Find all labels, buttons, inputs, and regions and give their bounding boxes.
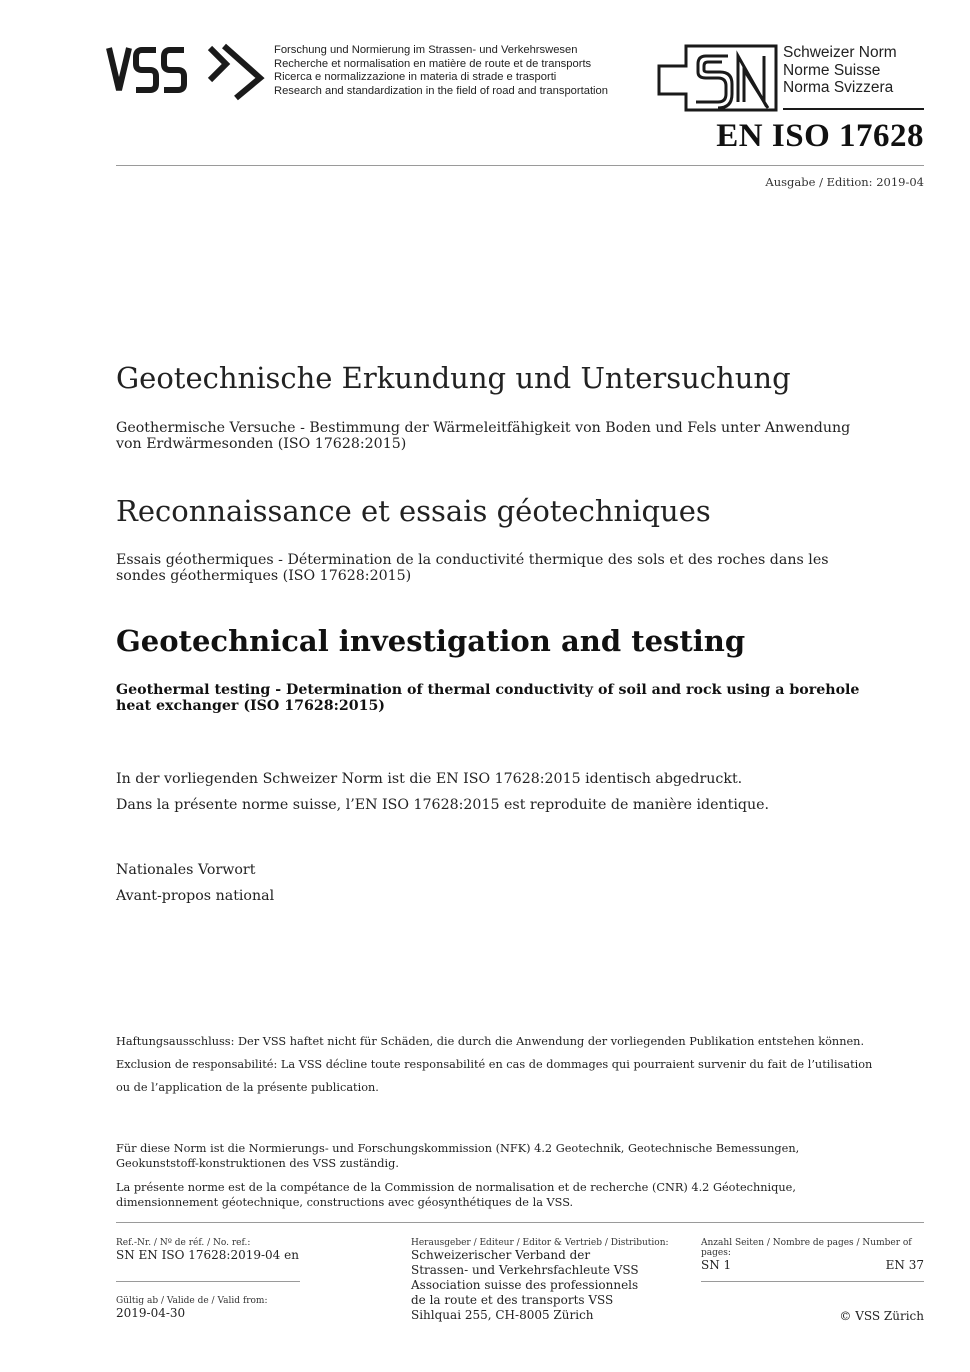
disclaimer-german: Haftungsausschluss: Der VSS haftet nicht für Schäden, die durch die Anwendung der vorliegenden Publikation entstehen können. (116, 1035, 865, 1048)
footer-publisher (411, 1238, 681, 1323)
copyright: © VSS Zürich (839, 1309, 924, 1323)
vss-tagline-line: Recherche et normalisation en matière de route et de transports (274, 57, 592, 70)
pages-label: Anzahl Seiten / Nombre de pages / Number of pages: (701, 1238, 912, 1258)
publisher-line: Association suisse des professionnels (411, 1278, 639, 1292)
foreword-french: Avant-propos national (116, 888, 275, 904)
footer-valid-from (116, 1296, 306, 1321)
foreword-german: Nationales Vorwort (116, 862, 256, 878)
subtitle-english: Geothermal testing - Determination of thermal conductivity of soil and rock using a borehole heat exchanger (ISO 17628:2015) (116, 682, 860, 714)
sn-line: Norme Suisse (783, 61, 881, 79)
footer-pages (701, 1238, 924, 1273)
reprint-note-german: In der vorliegenden Schweizer Norm ist die EN ISO 17628:2015 identisch abgedruckt. (116, 771, 743, 787)
vss-tagline-line: Research and standardization in the field of road and transportation (274, 84, 608, 97)
subtitle-french: Essais géothermiques - Détermination de la conductivité thermique des sols et des roches dans les sondes géothermiques (ISO 17628:2015) (116, 552, 829, 584)
reprint-note-french: Dans la présente norme suisse, l’EN ISO 17628:2015 est reproduite de manière identique. (116, 797, 770, 813)
title-english: Geotechnical investigation and testing (116, 624, 746, 658)
pages-sn: SN 1 (701, 1258, 732, 1272)
reference-divider (116, 1281, 300, 1282)
publisher-line: de la route et des transports VSS (411, 1293, 614, 1307)
publisher-line: Sihlquai 255, CH-8005 Zürich (411, 1308, 594, 1322)
valid-from-label: Gültig ab / Valide de / Valid from: (116, 1296, 268, 1306)
sn-line: Norma Svizzera (783, 79, 894, 96)
publisher-line: Strassen- und Verkehrsfachleute VSS (411, 1263, 639, 1277)
vss-logo (106, 38, 266, 102)
vss-tagline-line: Ricerca e normalizzazione in materia di strade e trasporti (274, 71, 557, 84)
footer-reference (116, 1238, 306, 1263)
sn-underline (783, 108, 924, 110)
edition-date: Ausgabe / Edition: 2019-04 (765, 175, 924, 189)
footer-divider (116, 1222, 924, 1223)
committee-german: Für diese Norm ist die Normierungs- und Forschungskommission (NFK) 4.2 Geotechnik, Geotechnische Bemessungen, Geokunststoff-konstruktionen des VSS zuständig. (116, 1142, 800, 1170)
publisher-label: Herausgeber / Editeur / Editor & Vertrieb / Distribution: (411, 1238, 669, 1248)
reference-value: SN EN ISO 17628:2019-04 en (116, 1248, 299, 1262)
pages-en: EN 37 (885, 1258, 924, 1272)
subtitle-german: Geothermische Versuche - Bestimmung der Wärmeleitfähigkeit von Boden und Fels unter Anwendung von Erdwärmesonden (ISO 17628:2015) (116, 420, 851, 452)
title-french: Reconnaissance et essais géotechniques (116, 494, 711, 528)
sn-norm-label (783, 44, 897, 97)
vss-tagline-line: Forschung und Normierung im Strassen- und Verkehrswesen (274, 44, 578, 56)
valid-from-value: 2019-04-30 (116, 1306, 186, 1320)
publisher-line: Schweizerischer Verband der (411, 1248, 591, 1262)
document-number: EN ISO 17628 (716, 118, 924, 154)
disclaimer-french: Exclusion de responsabilité: La VSS décline toute responsabilité en cas de dommages qui pourraient survenir du fait de l’utilisation ou de l’application de la présente publication. (116, 1058, 873, 1094)
sn-cross-logo (656, 44, 780, 112)
sn-line: Schweizer Norm (783, 44, 897, 61)
committee-french: La présente norme est de la compétance de la Commission de normalisation et de recherche (CNR) 4.2 Géotechnique, dimensionnement géotechnique, constructions avec géosynthétiques de la VSS. (116, 1181, 796, 1209)
reference-label: Ref.-Nr. / Nº de réf. / No. ref.: (116, 1238, 251, 1248)
vss-tagline (274, 44, 608, 98)
header-divider (116, 165, 924, 166)
pages-counts (701, 1258, 924, 1273)
title-german: Geotechnische Erkundung und Untersuchung (116, 361, 791, 395)
pages-divider (701, 1281, 924, 1282)
